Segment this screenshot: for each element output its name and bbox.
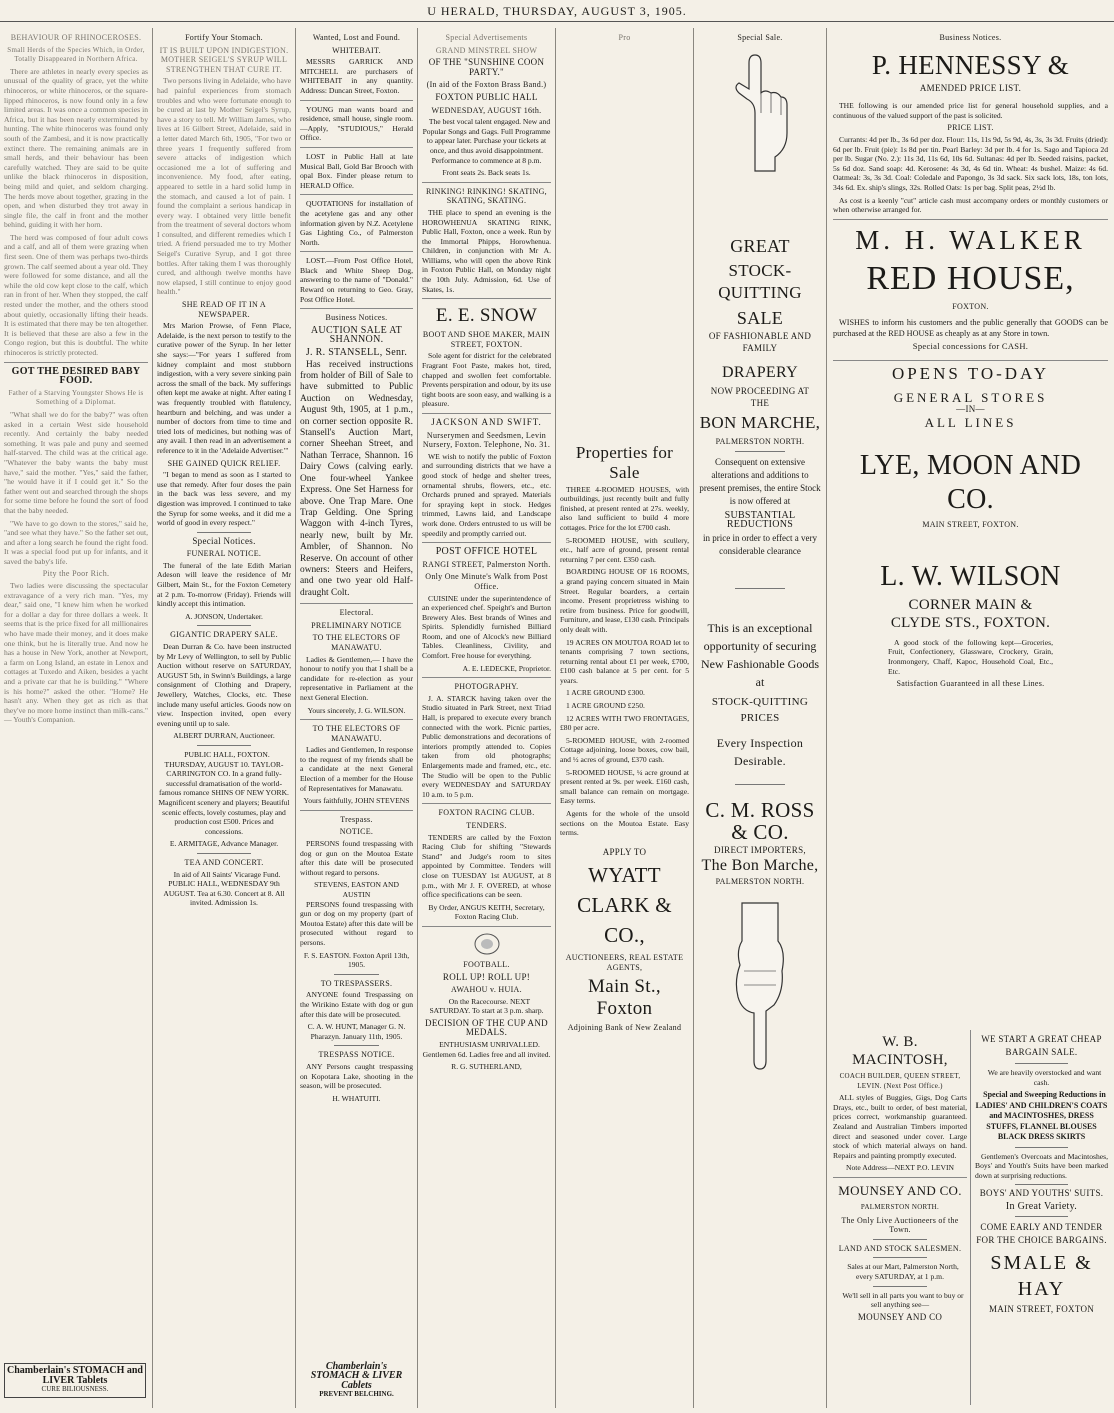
property-listing: BOARDING HOUSE OF 16 ROOMS, a grand paying concern situated in Main Street. Regular boarders, a certain income. Present proprietress wishing to retire from business. Price for goodwill, Furniture, and lease, £130 cash. Principals only dealt with. bbox=[560, 567, 689, 634]
column-3 bbox=[296, 30, 417, 1408]
price-list: Currants: 4d per lb., 3s 6d per doz. Flour: 11s, 11s 9d, 5s 9d, 4s, 3s, 3s 3d. Fruits (dried): 6d per lb. Fruit (pie): 1s 8d per tin. Pearl Barley: 3d per lb. 4 for 1s. Sago and Tapioca 2d per lb. Sugar (No. 2.): 11s 3d, 11s 6d, 10s 6d. Sultanas: 4d per lb. Seeded raisins, packet, 5s 6d doz. Sand soap: 4d. Kerosene: 4s 3d, 4s 6d tin. Wheat: 4s bushel. Maize: 4s 6d. Oatmeal: 3s, 3s 3d. Coal: Coledale and Papongo, 3s 3d sack. Six sack lots, 18s, ton lots, 34s 6d. Ex. ship's slings, 32s. Rolled Oats: 1s per bag. Split peas, 2½d lb. bbox=[833, 134, 1109, 192]
article-heading: Pity the Poor Rich. bbox=[42, 569, 110, 579]
business-body: ALL styles of Buggies, Gigs, Dog Carts Drays, etc., built to order, of best material, prices correct, workmanship guaranteed. Zealand and Australian Timbers imported direct and seasoned under cover. Large stock of which material always on hand. Repairs and painting promptly executed. bbox=[833, 1093, 967, 1160]
business-signature: MOUNSEY AND CO bbox=[857, 1311, 943, 1322]
event-signature: R. G. SUTHERLAND, bbox=[451, 1062, 522, 1072]
business-note: Special concessions for CASH. bbox=[912, 341, 1029, 352]
column-6 bbox=[694, 30, 826, 1408]
business-body: WISHES to inform his customers and the public generally that GOODS can be purchased at the RED HOUSE as cheaply as at any Store in town. bbox=[833, 318, 1108, 339]
masthead-text: U HERALD, THURSDAY, AUGUST 3, 1905. bbox=[427, 4, 687, 18]
business-body: CUISINE under the superintendence of an experienced chef. Speight's and Burton Brewery Ales. Best brands of Wines and Spirits. Splendidly furnished Billiard Room, and one of Alcock's new Billiard Tables. Cleanliness, Civility, and Comfort. Free house for everything. bbox=[422, 593, 551, 661]
event-heading: RINKING! RINKING! SKATING, SKATING, SKATING. bbox=[426, 186, 547, 206]
sale-heading: WE START A GREAT CHEAP BARGAIN SALE. bbox=[981, 1034, 1102, 1057]
divider bbox=[300, 251, 413, 252]
divider bbox=[4, 362, 148, 363]
business-name: SMALE & HAY bbox=[990, 1251, 1093, 1300]
business-subtitle: COACH BUILDER, QUEEN STREET, LEVIN. (Next Post Office.) bbox=[839, 1072, 961, 1090]
business-body: Sole agent for district for the celebrated Fragrant Foot Paste, makes hot, tired, chapped and swollen feet comfortable. Prevents perspiration and odour, by its use tight boots are soon easy, and walking is a pleasure. bbox=[422, 351, 551, 409]
notice-signature: By Order, ANGUS KEITH, Secretary, Foxton Racing Club. bbox=[428, 902, 545, 922]
business-owner: M. H. WALKER bbox=[855, 224, 1086, 255]
event-heading: DECISION OF THE CUP AND MEDALS. bbox=[425, 1017, 548, 1038]
divider bbox=[422, 677, 551, 678]
divider bbox=[422, 413, 551, 414]
sale-line: In Great Variety. bbox=[1005, 1201, 1078, 1213]
event-prices: Front seats 2s. Back seats 1s. bbox=[442, 168, 531, 178]
notice-signature: ALBERT DURRAN, Auctioneer. bbox=[173, 731, 275, 741]
business-subtitle: Nurserymen and Seedsmen, Levin Nursery, Foxton. Telephone, No. 31. bbox=[422, 430, 551, 450]
sale-body: We are heavily overstocked and want cash. bbox=[987, 1068, 1102, 1087]
masthead bbox=[0, 0, 1114, 22]
store-name: BON MARCHE, bbox=[699, 412, 821, 432]
store-location: PALMERSTON NORTH. bbox=[715, 436, 805, 446]
article-subheading: Small Herds of the Species Which, in Order, Totally Disappeared in Northern Africa. bbox=[7, 45, 145, 64]
business-body: WE wish to notify the public of Foxton and surrounding districts that we have a good stock of hedge and shelter trees, ornamental shrubs, flowers, etc., etc. Orchards pruned and sprayed. Materials for spraying kept in stock. Hedges trimmed, Lawns laid, and Landscape work done. Orders entrusted to us will be speedily and promptly carried out. bbox=[422, 451, 551, 538]
notice-body: YOUNG man wants board and residence, small house, single room.—Apply, "STUDIOUS," Herald Office. bbox=[300, 104, 413, 143]
notice-body: MESSRS GARRICK AND MITCHELL are purchasers of WHITEBAIT in any quantity. Address: Duncan Street, Foxton. bbox=[300, 57, 413, 95]
notice-heading: WHITEBAIT. bbox=[332, 45, 381, 55]
pointing-hand-icon bbox=[725, 53, 795, 173]
notice-heading: TEA AND CONCERT. bbox=[184, 857, 264, 867]
event-heading: FOOTBALL. bbox=[463, 959, 510, 969]
event-body: THE place to spend an evening is the HOROWHENUA SKATING RINK, Public Hall, Foxton, once a week. Run by the Immortal Phipps, Horowhenua. Children, in conjunction with Mr A. Williams, who will open the above Rink in Foxton Public Hall, on Monday night the 10th July. Admission, 6d. Use of Skates, 1s. bbox=[422, 207, 551, 294]
notice-heading: FUNERAL NOTICE. bbox=[186, 549, 262, 559]
event-title: OF THE "SUNSHINE COON PARTY." bbox=[428, 57, 545, 77]
notice-body: Ladies & Gentlemen,— I have the honour to notify you that I shall be a candidate for re-election as your representative in Parliament at the next General Election. bbox=[300, 654, 413, 702]
property-listing: 5-ROOMED HOUSE, ¼ acre ground at present rented at 9s. per week. £160 cash, small balance can remain on mortgage. Easy terms. bbox=[560, 767, 689, 806]
article-subheading: Father of a Starving Youngster Shows He is Something of a Diplomat. bbox=[8, 388, 144, 407]
notice-heading: TRESPASS NOTICE. bbox=[318, 1050, 395, 1060]
properties-heading: Properties for Sale bbox=[575, 442, 674, 482]
property-listing: 12 ACRES WITH TWO FRONTAGES, £80 per acre. bbox=[560, 713, 689, 733]
sale-line: FAMILY bbox=[742, 343, 778, 354]
notice-heading: TO TRESPASSERS. bbox=[320, 978, 393, 988]
notice-body: Dean Durran & Co. have been instructed by Mr Levy of Wellington, to sell by Public Auction without reserve on SATURDAY, AUGUST 5th, in Swinn's Buildings, a large consignment of Clothing and Drapery, Jewellery, Watches, Clocks, etc. These include many useful articles. Goods now on view. Inspection invited, open every evening until up to sale. bbox=[157, 642, 291, 728]
notice-body: ANYONE found Trespassing on the Wirikino Estate with dog or gun after this date will be prosecuted. bbox=[300, 990, 413, 1019]
article-body: Two ladies were discussing the spectacular extravagance of a very rich man. "Yes, my dear," said one, "I knew him when he worked for a dollar a day for three dollars a week. It seems that is the price fixed for all millionaires who have made their money, and it does make one think, but he is literally true. And now he has a house in New York, another at Newport, a farm on Long Island, an estate in Lenox and cottages at Tuxedo and Aiken, besides a yacht and a private car that he is building." "Where is his home?" asked the other. "Home? He hasn't any. When they get as rich as that they've no more home instinct than milk-cans." — Youth's Companion. bbox=[4, 581, 148, 725]
sale-line: COME EARLY AND TENDER FOR THE CHOICE BARGAINS. bbox=[976, 1221, 1107, 1245]
notice-signature: F. S. EASTON. Foxton April 13th, 1905. bbox=[303, 950, 410, 970]
divider bbox=[873, 1239, 927, 1240]
notice-body: Ladies and Gentlemen, In response to the request of my friends shall be a candidate at the next General Election of a member for the House of Representatives for Manawatu. bbox=[300, 745, 413, 793]
divider bbox=[422, 298, 551, 299]
sale-line: BOYS' AND YOUTHS' SUITS. bbox=[979, 1188, 1104, 1199]
store-subtitle: DIRECT IMPORTERS, bbox=[714, 844, 806, 855]
ads-right-block bbox=[975, 1030, 1108, 1405]
notice-heading: PHOTOGRAPHY. bbox=[454, 682, 519, 692]
notice-signature: STEVENS, EASTON AND AUSTIN bbox=[314, 880, 399, 899]
divider bbox=[422, 542, 551, 543]
business-body: A good stock of the following kept—Groceries, Fruit, Confectionery, Glassware, Crockery, Grain, Ironmongery, Chaff, Kapoc, Household Coal, Etc., Etc. bbox=[888, 637, 1053, 676]
business-name: E. E. SNOW bbox=[435, 305, 538, 327]
business-location: MAIN STREET, FOXTON. bbox=[922, 520, 1019, 530]
business-location: FOXTON. bbox=[952, 301, 989, 311]
business-body: As cost is a keenly "cut" article cash must accompany orders or monthly customers or when otherwise arranged for. bbox=[833, 195, 1108, 215]
sale-line: SUBSTANTIAL REDUCTIONS bbox=[724, 509, 796, 531]
event-venue: FOXTON PUBLIC HALL bbox=[435, 91, 538, 102]
divider bbox=[1015, 1184, 1068, 1185]
notice-heading: TO THE ELECTORS OF MANAWATU. bbox=[312, 724, 401, 743]
agent-subtitle: AUCTIONEERS, REAL ESTATE AGENTS, bbox=[565, 953, 684, 972]
business-body: Sales at our Mart, Palmerston North, every SATURDAY, at 1 p.m. bbox=[847, 1262, 959, 1281]
divider bbox=[735, 451, 785, 452]
business-signature: A. E. LEDECKE, Proprietor. bbox=[462, 663, 551, 673]
property-listing: THREE 4-ROOMED HOUSES, with outbuildings, just recently built and fully finished, at present rented at 27s. weekly, also land sufficient to build 4 more cottages. Price for the lot £700 cash. bbox=[560, 484, 689, 532]
notice-body: TENDERS are called by the Foxton Racing Club for shifting "Stewards Stand" and Judge's room to sites appointed by Committee. Tenders will close on TUESDAY 1st AUGUST, at 8 p.m., with Mr J. F. OVERED, at whose office specifications can be seen. bbox=[422, 832, 551, 900]
section-heading: Special Sale. bbox=[737, 33, 783, 42]
notice-signature: C. A. W. HUNT, Manager G. N. Pharazyn. January 11th, 1905. bbox=[307, 1022, 406, 1041]
section-heading: Business Notices. bbox=[325, 313, 388, 323]
notice-heading: PRELIMINARY NOTICE bbox=[311, 620, 402, 630]
sale-body: Consequent on extensive alterations and additions to present premises, the entire Stock is now offered at bbox=[699, 456, 821, 506]
divider bbox=[300, 603, 413, 604]
section-heading: Special Notices. bbox=[192, 535, 256, 546]
notice-body: The funeral of the late Edith Marian Adeson will leave the residence of Mr Gilbert, Main St., for the Foxton Cemetery at 2 p.m. To-morrow (Friday). Friends will kindly accept this intimation. bbox=[157, 560, 291, 609]
section-heading: Electoral. bbox=[339, 608, 374, 618]
business-name: RED HOUSE, bbox=[866, 259, 1075, 297]
divider bbox=[735, 588, 785, 589]
article-body: "What shall we do for the baby?" was often asked in a certain West side household recently. And certainly the baby needed something. It was pale and puny and seemed half-starved. The child was at the critical age. "Whatever the baby wants the baby must have," said the mother. "Yes," said the father, "he would have it if I could get it." So the father went out and searched through the shops for some time before he found the sort of food that the baby needed. bbox=[4, 409, 148, 515]
sale-body: in price in order to effect a very considerable clearance bbox=[702, 532, 818, 556]
business-name: LYE, MOON AND CO. bbox=[859, 450, 1082, 516]
sale-body: Special and Sweeping Reductions in LADIES' AND CHILDREN'S COATS and MACINTOSHES, DRESS STUFFS, FLANNEL BLOUSES BLACK DRESS SKIRTS bbox=[975, 1090, 1108, 1142]
article-heading: BEHAVIOUR OF RHINOCEROSES. bbox=[10, 33, 142, 42]
business-name: MOUNSEY AND CO. bbox=[838, 1182, 962, 1198]
auction-body: Has received instructions from holder of Bill of Sale to have submitted to Public Auction on Wednesday, August 9th, 1905, at 1 p.m., on corner section opposite R. Stansell's Auction Mart, corner Sheehan Street, and Nathan Terrace, Shannon. 16 Dairy Cows (calving early. One four-wheel Yankee Express. One Set Harness for above. One Trap Mare. One Trap Gelding. One Spring Waggon with 4-inch Tyres, nearly new, built by Mr. Ambler, of Shannon. No Reserve. On account of other owners: Steers and Heifers, and one two year old Half-draught Colt. bbox=[300, 359, 413, 598]
sale-line: THE bbox=[750, 398, 770, 409]
divider bbox=[735, 784, 785, 785]
event-heading: GRAND MINSTREL SHOW bbox=[435, 45, 538, 55]
sale-title: GREAT bbox=[730, 235, 790, 256]
business-note: Note Address—NEXT P.O. LEVIN bbox=[845, 1163, 955, 1173]
business-headline: OPENS TO-DAY bbox=[891, 363, 1050, 383]
notice-body: In aid of All Saints' Vicarage Fund. PUBLIC HALL, WEDNESDAY 9th AUGUST. Tea at 6.30. Concert at 8. All invited. Admission 1s. bbox=[163, 869, 285, 908]
business-line: GENERAL STORES bbox=[893, 389, 1048, 405]
notice-signature: E. ARMITAGE, Advance Manager. bbox=[169, 839, 279, 849]
article-heading: SHE GAINED QUICK RELIEF. bbox=[167, 458, 281, 468]
divider bbox=[833, 1177, 967, 1178]
price-list-heading: PRICE LIST. bbox=[947, 123, 994, 133]
event-body: The best vocal talent engaged. New and Popular Songs and Gags. Full Programme to appear later. Purchase your tickets at once, and thus avoid disappointment. Performance to commence at 8 p.m. bbox=[422, 117, 551, 165]
agent-name: WYATT CLARK & CO., bbox=[577, 863, 672, 948]
business-name: JACKSON AND SWIFT. bbox=[431, 417, 542, 427]
divider bbox=[422, 803, 551, 804]
property-listing: 5-ROOMED HOUSE, with 2-roomed Cottage adjoining, loose boxes, cow bail, and ½ acres of ground, £370 cash. bbox=[560, 735, 689, 765]
divider bbox=[1015, 1147, 1068, 1148]
divider bbox=[422, 926, 551, 927]
article-body: "I began to mend as soon as I started to use that remedy. After four doses the pain in the back was less severe, and my digestion was improved. I continued to take the Syrup for some weeks, and it did me a world of good in every respect." bbox=[157, 470, 291, 528]
article-heading: SHE READ OF IT IN A NEWSPAPER. bbox=[181, 300, 266, 319]
property-listing: 5-ROOMED HOUSE, with scullery, etc., half acre of ground, present rental returning 7 per cent. £350 cash. bbox=[560, 535, 689, 564]
notice-heading: GIGANTIC DRAPERY SALE. bbox=[170, 630, 278, 640]
article-body: There are athletes in nearly every species as unusual of the quality of grace, yet the white rhinoceros, or white rhinoceros, or the square-lipped rhinoceros, is now found only in a few limited areas. It was once a common species in Africa, but it has been nearly exterminated by hunting. The white rhinoceros was found only south of the Zambesi, and it is now practically extinct there. The remaining animals are in small herds, and their behaviour has been carefully watched. They are said to be quite unlike the black rhinoceros in disposition, being mild and quiet, and seldom charging. The herds move about together, grazing in the open, and when disturbed they trot away in single file, the calf in front and the mother behind, guiding it with her horn. bbox=[4, 66, 148, 230]
auctioneer-name: J. R. STANSELL, Senr. bbox=[305, 347, 408, 359]
column-4 bbox=[418, 30, 555, 1408]
store-owner: C. M. ROSS & CO. bbox=[705, 797, 815, 844]
sale-line: OF FASHIONABLE AND bbox=[708, 330, 812, 341]
column-2 bbox=[153, 30, 295, 1408]
sale-title: SALE bbox=[736, 307, 784, 328]
store-location: PALMERSTON NORTH. bbox=[715, 877, 805, 887]
ad-subtitle: PREVENT BELCHING. bbox=[319, 1390, 394, 1399]
notice-signature: Yours sincerely, J. G. WILSON. bbox=[307, 705, 406, 715]
business-note: LAND AND STOCK SALESMEN. bbox=[838, 1243, 962, 1253]
business-body: THE following is our amended price list for general household supplies, and a continuous of the valued support of the past is solicited. bbox=[833, 101, 1108, 120]
business-name: L. W. WILSON bbox=[880, 560, 1061, 592]
notice-heading: TO THE ELECTORS OF MANAWATU. bbox=[312, 633, 401, 652]
notice-body: ANY Persons caught trespassing on Kopotara Lake, shooting in the season, will be prosecuted. bbox=[300, 1061, 413, 1091]
business-note: Satisfaction Guaranteed in all these Lines. bbox=[896, 679, 1045, 689]
business-name: POST OFFICE HOTEL bbox=[435, 546, 538, 558]
event-heading: ROLL UP! ROLL UP! bbox=[442, 971, 531, 982]
ad-title: Chamberlain's STOMACH and LIVER Tablets bbox=[7, 1365, 143, 1386]
notice-signature: A. JONSON, Undertaker. bbox=[185, 611, 263, 621]
football-club-emblem-icon bbox=[472, 931, 502, 957]
notice-signature: H. WHATUITI. bbox=[332, 1093, 381, 1103]
divider bbox=[300, 100, 413, 101]
business-name: W. B. MACINTOSH, bbox=[852, 1034, 948, 1068]
notice-body: LOST.—From Post Office Hotel, Black and White Sheep Dog, answering to the name of "Donald." Reward on returning to Geo. Gray, Post Office Hotel. bbox=[300, 256, 413, 304]
divider bbox=[300, 194, 413, 195]
section-heading: Special Advertisements bbox=[445, 33, 528, 42]
notice-heading: TENDERS. bbox=[466, 820, 507, 830]
divider bbox=[197, 625, 251, 626]
sale-title: STOCK-QUITTING bbox=[718, 260, 802, 302]
divider bbox=[334, 974, 379, 975]
article-heading: GOT THE DESIRED BABY FOOD. bbox=[11, 365, 141, 387]
store-name: The Bon Marche, bbox=[701, 857, 819, 875]
business-note: The Only Live Auctioneers of the Town. bbox=[841, 1215, 959, 1235]
property-listing: 19 ACRES ON MOUTOA ROAD let to tenants comprising 7 town sections, returning rental about £1 per week, £700, £100 cash balance at 5 per cent. for 5 years. bbox=[560, 637, 689, 685]
notice-body: PERSONS found trespassing with dog or gun on the Moutoa Estate after this date will be prosecuted without regard to persons. bbox=[300, 839, 413, 877]
ad-subtitle: CURE BILIOUSNESS. bbox=[41, 1385, 109, 1394]
property-listing: Agents for the whole of the unsold sections on the Moutoa Estate. Easy terms. bbox=[560, 809, 689, 838]
divider bbox=[1015, 1063, 1068, 1064]
column-5 bbox=[556, 30, 693, 1408]
notice-body: QUOTATIONS for installation of the acetylene gas and any other information given by N.Z. Acetylene Gas Lighting Co., of Palmerston North. bbox=[300, 199, 413, 247]
apply-label: APPLY TO bbox=[602, 846, 647, 857]
column-1 bbox=[0, 30, 152, 1408]
ads-left-block bbox=[833, 1030, 971, 1405]
notice-body: J. A. STARCK having taken over the Studio situated in Park Street, next Triad Hall, is prepared to execute every branch connected with the work. Picnic parties, Public demonstrations and decorations of interiors promptly attended to. Copies taken from old photographs; Enlargements made and framed, etc., etc. The Studio will be open to the Public every WEDNESDAY and SATURDAY 10 a.m. to 5 p.m. bbox=[422, 693, 551, 799]
notice-body: PERSONS found trespassing with gun or dog on my property (part of Moutoa Estate) after this date will be prosecuted without regard to persons. bbox=[300, 899, 413, 947]
divider bbox=[833, 219, 1108, 220]
event-date: WEDNESDAY, AUGUST 16th. bbox=[431, 105, 542, 115]
divider bbox=[873, 1286, 927, 1287]
business-subtitle: PALMERSTON NORTH. bbox=[860, 1202, 940, 1211]
notice-signature: Yours faithfully, JOHN STEVENS bbox=[303, 796, 410, 806]
property-listing: 1 ACRE GROUND £300. bbox=[566, 688, 645, 698]
notice-heading: AUCTION SALE AT SHANNON. bbox=[310, 324, 403, 346]
sale-line: Every Inspection Desirable. bbox=[716, 735, 804, 768]
business-location: MAIN STREET, FOXTON bbox=[988, 1303, 1095, 1314]
business-line: ALL LINES bbox=[924, 414, 1017, 430]
event-body: ENTHUSIASM UNRIVALLED. Gentlemen 6d. Ladies free and all invited. bbox=[422, 1040, 551, 1059]
divider bbox=[197, 853, 251, 854]
divider bbox=[197, 532, 251, 533]
business-body: We'll sell in all parts you want to buy or sell anything see— bbox=[842, 1290, 964, 1310]
section-heading: Pro bbox=[618, 33, 631, 42]
divider bbox=[300, 810, 413, 811]
article-subheading: IT IS BUILT UPON INDIGESTION. MOTHER SEIGEL'S SYRUP WILL STRENGTHEN THAT CURE IT. bbox=[159, 45, 289, 74]
ad-title: Chamberlain's STOMACH & LIVER Cablets bbox=[310, 1360, 403, 1391]
article-body: "We have to go down to the stores," said he, "and see what they have." So the father set out, and after a long search he found the right food. It was a special food put up for infants, and it saved the baby's life. bbox=[4, 518, 148, 566]
event-body: On the Racecourse. NEXT SATURDAY. To start at 3 p.m. sharp. bbox=[429, 996, 544, 1016]
business-line: —IN— bbox=[956, 404, 985, 415]
business-subtitle: RANGI STREET, Palmerston North. bbox=[422, 559, 551, 569]
business-name: P. HENNESSY & bbox=[871, 49, 1070, 80]
divider bbox=[833, 360, 1108, 361]
sale-body: Gentlemen's Overcoats and Macintoshes, Boys' and Youth's Suits have been marked down at surprising reductions. bbox=[975, 1151, 1108, 1180]
divider bbox=[873, 1257, 927, 1258]
chamberlains-ad bbox=[299, 1360, 414, 1402]
column-7 bbox=[827, 30, 1114, 1408]
agent-location-note: Adjoining Bank of New Zealand bbox=[567, 1022, 682, 1032]
divider bbox=[334, 1045, 379, 1046]
notice-body: PUBLIC HALL, FOXTON. THURSDAY, AUGUST 10. TAYLOR-CARRINGTON CO. In a grand fully-successful dramatisation of the world-famous romance SHINS OF NEW YORK. Magnificent scenery and players; Beautiful scenic effects, lovely costumes, play and production cost £500. Prices and concessions. bbox=[158, 749, 290, 836]
sale-line: STOCK-QUITTING PRICES bbox=[711, 695, 809, 724]
agent-address: Main St., Foxton bbox=[588, 975, 661, 1019]
event-subtitle: (In aid of the Foxton Brass Band.) bbox=[426, 80, 547, 90]
business-subtitle: AMENDED PRICE LIST. bbox=[919, 82, 1022, 93]
divider bbox=[300, 147, 413, 148]
sale-line: NOW PROCEEDING AT bbox=[710, 385, 810, 396]
notice-heading: NOTICE. bbox=[339, 827, 374, 837]
section-heading: Wanted, Lost and Found. bbox=[312, 33, 401, 42]
business-subtitle: BOOT AND SHOE MAKER, MAIN STREET, FOXTON. bbox=[422, 330, 551, 349]
sale-body: This is an exceptional opportunity of securing New Fashionable Goods at bbox=[701, 620, 819, 689]
pointing-hand-down-icon bbox=[730, 901, 790, 1071]
divider bbox=[422, 182, 551, 183]
sale-title: DRAPERY bbox=[722, 363, 798, 381]
notice-heading: FOXTON RACING CLUB. bbox=[438, 808, 535, 818]
property-listing: 1 ACRE GROUND £250. bbox=[566, 701, 645, 711]
divider bbox=[300, 308, 413, 309]
divider bbox=[197, 745, 251, 746]
article-body: Mrs Marion Prowse, of Fenn Place, Adelaide, is the next person to testify to the curative power of the Syrup. In her letter she says:—"For years I suffered from kidney complaint and most stubborn indigestion, with a very severe sinking pain across the small of the back. My sufferings often kept me awake at night. After eating I was frequently troubled with flatulency, heartburn and belching, and was under a number of doctors from time to time and tried lots of medicines, but nothing was of any avail. I then read in an advertisement a reference to it in the 'Adelaide Advertiser.'" bbox=[157, 321, 291, 455]
divider bbox=[300, 719, 413, 720]
business-tagline: Only One Minute's Walk from Post Office. bbox=[425, 572, 548, 591]
article-heading: Fortify Your Stomach. bbox=[185, 33, 263, 42]
chamberlains-ad bbox=[4, 1363, 146, 1398]
business-location: CORNER MAIN & CLYDE STS., FOXTON. bbox=[890, 596, 1051, 631]
event-title: AWAHOU v. HUIA. bbox=[451, 985, 522, 995]
article-body: Two persons living in Adelaide, who have had painful experiences from stomach troubles and who were fortunate enough to be cured at last by Mother Seigel's Syrup, have a story to tell. Mr William James, who lives at 16 Gilbert Street, Adelaide, said in a letter dated March 6th, 1905, "For two or three years I frequently suffered from severe attacks of indigestion which occasioned me a lot of suffering and inconvenience. My food, after eating, appeared to settle in a hard solid lump in the stomach, and caused a lot of pain. I found the complaint a serious handicap in every way. I obtained very little benefit from the treatment of several doctors whom I consulted, and different remedies which I tried. A friend persuaded me to try Mother Seigel's Curative Syrup, and I got three bottles. After taking them I was thoroughly cured, and although twelve months have now elapsed, I still continue to enjoy good health." bbox=[157, 76, 291, 297]
notice-body: LOST in Public Hall at late Musical Ball, Gold Bar Brooch with opal Box. Finder please return to HERALD Office. bbox=[300, 151, 413, 190]
section-heading: Trespass. bbox=[340, 814, 373, 824]
article-body: The herd was composed of four adult cows and a calf, and all of them were grazing when first seen. One of them was perhaps two-thirds grown. The calf seemed about a year old. They were followed for some distance, and all the while the old cow kept close to the calf, which ran in front of her. When they stopped, the calf rested under the mother, and the others stood about quietly, occasionally lifting their heads. It is estimated that there may be ten altogether. It is believed that these are also a few in the Congo region, but this is doubtful. The white rhinoceros is strictly protected. bbox=[4, 232, 148, 357]
section-heading: Business Notices. bbox=[939, 33, 1002, 42]
divider bbox=[1015, 1216, 1068, 1217]
